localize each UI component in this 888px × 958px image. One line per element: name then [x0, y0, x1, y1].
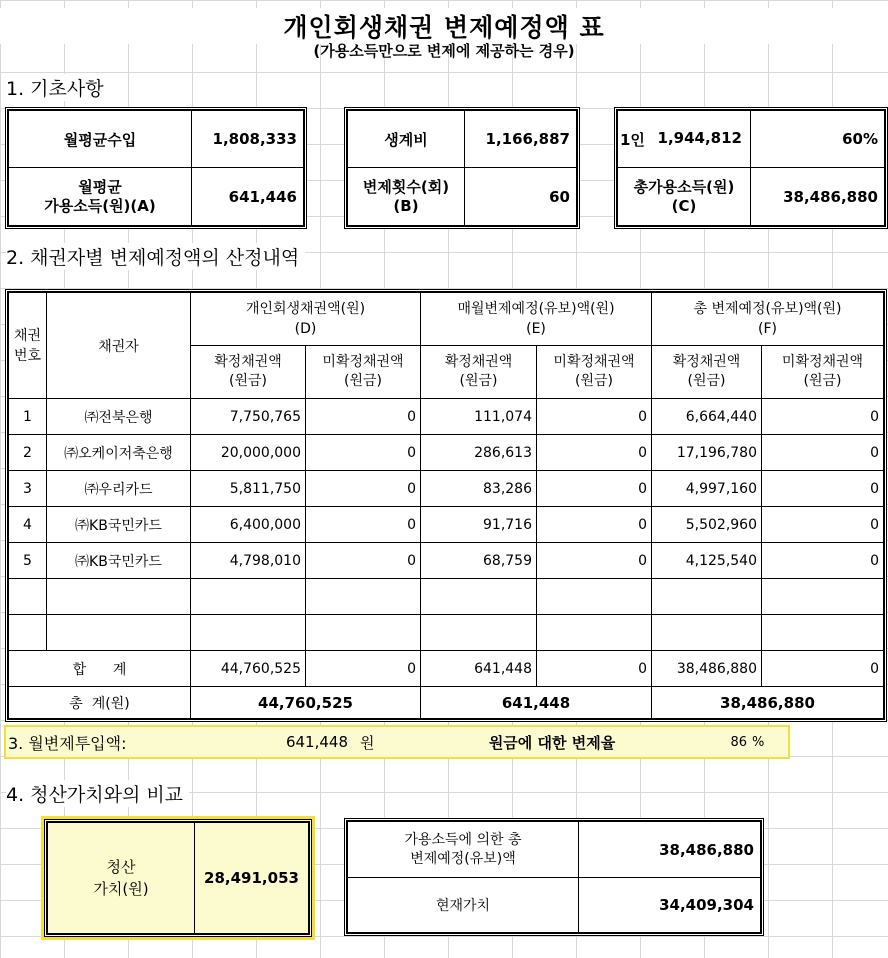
liquidation-value: 28,491,053: [195, 823, 309, 934]
row-e-confirmed: 91,716: [421, 507, 537, 543]
income-value: 1,808,333: [192, 111, 304, 168]
disposable-total-value: 38,486,880: [579, 822, 761, 878]
row-f-unconfirmed: 0: [762, 543, 884, 579]
empty-row: [9, 615, 884, 651]
living-label: 생계비: [348, 111, 465, 168]
disposable-total-label: 가용소득에 의한 총 변제예정(유보)액: [348, 822, 579, 878]
col-header-d: 개인회생채권액(원) (D): [191, 293, 421, 346]
section1-heading: 1. 기초사항: [6, 74, 110, 101]
row-f-unconfirmed: 0: [762, 399, 884, 435]
row-d-unconfirmed: 0: [306, 543, 421, 579]
creditor-table-box: [5, 289, 887, 722]
row-no: 4: [9, 507, 47, 543]
monthly-unit: 원: [360, 733, 375, 752]
household-cell: [618, 111, 751, 168]
row-f-confirmed: 17,196,780: [652, 435, 762, 471]
row-e-unconfirmed: 0: [537, 471, 652, 507]
repayment-rate-label: 원금에 대한 변제율: [488, 733, 616, 752]
subtotal-e-unconfirmed: 0: [537, 651, 652, 687]
row-d-confirmed: 6,400,000: [191, 507, 306, 543]
living-box: [344, 107, 580, 229]
empty-row: [9, 579, 884, 615]
sub-header-d-confirmed: 확정채권액 (원금): [191, 346, 306, 399]
count-value: 60: [465, 168, 577, 226]
household-label: 1인: [620, 130, 645, 149]
col-header-no: 채권 번호: [9, 293, 47, 399]
row-e-unconfirmed: 0: [537, 399, 652, 435]
household-box: [614, 107, 888, 229]
row-e-confirmed: 111,074: [421, 399, 537, 435]
page-subtitle: (가용소득만으로 변제에 제공하는 경우): [313, 42, 575, 60]
present-value: 34,409,304: [579, 878, 761, 933]
row-creditor: ㈜오케이저축은행: [47, 435, 191, 471]
repayment-rate-value: 86: [730, 734, 747, 750]
total-d: 44,760,525: [191, 687, 421, 719]
subtotal-f-unconfirmed: 0: [762, 651, 884, 687]
total-f: 38,486,880: [652, 687, 884, 719]
present-value-label: 현재가치: [348, 878, 579, 933]
row-f-confirmed: 5,502,960: [652, 507, 762, 543]
total-label: 총 계(원): [9, 687, 191, 719]
monthly-payment-bar: [4, 725, 790, 759]
table-row: [9, 543, 884, 579]
row-f-unconfirmed: 0: [762, 471, 884, 507]
sub-header-e-confirmed: 확정채권액 (원금): [421, 346, 537, 399]
total-row: [9, 687, 884, 719]
household-value: 1,944,812: [657, 128, 742, 147]
subtotal-label: 합 계: [9, 651, 191, 687]
total-income-value: 38,486,880: [751, 168, 885, 226]
row-creditor: ㈜KB국민카드: [47, 543, 191, 579]
row-f-confirmed: 6,664,440: [652, 399, 762, 435]
creditor-table: [8, 292, 884, 719]
repayment-rate-unit: %: [752, 734, 765, 750]
table-row: [9, 399, 884, 435]
row-creditor: ㈜KB국민카드: [47, 507, 191, 543]
subtotal-d-unconfirmed: 0: [306, 651, 421, 687]
row-creditor: ㈜우리카드: [47, 471, 191, 507]
row-d-unconfirmed: 0: [306, 399, 421, 435]
row-d-confirmed: 4,798,010: [191, 543, 306, 579]
col-header-f: 총 변제예정(유보)액(원) (F): [652, 293, 884, 346]
row-e-unconfirmed: 0: [537, 507, 652, 543]
comparison-box: [344, 818, 764, 936]
total-e: 641,448: [421, 687, 652, 719]
col-header-creditor: 채권자: [47, 293, 191, 399]
table-row: [9, 435, 884, 471]
row-d-confirmed: 7,750,765: [191, 399, 306, 435]
total-income-label: 총가용소득(원) (C): [618, 168, 751, 226]
row-no: 3: [9, 471, 47, 507]
row-f-confirmed: 4,125,540: [652, 543, 762, 579]
row-creditor: ㈜전북은행: [47, 399, 191, 435]
subtotal-row: [9, 651, 884, 687]
row-e-confirmed: 83,286: [421, 471, 537, 507]
row-f-unconfirmed: 0: [762, 507, 884, 543]
living-value: 1,166,887: [465, 111, 577, 168]
monthly-amount: 641,448: [285, 733, 348, 751]
row-d-unconfirmed: 0: [306, 507, 421, 543]
row-d-confirmed: 20,000,000: [191, 435, 306, 471]
row-no: 1: [9, 399, 47, 435]
col-header-e: 매월변제예정(유보)액(원) (E): [421, 293, 652, 346]
row-f-confirmed: 4,997,160: [652, 471, 762, 507]
section4-heading: 4. 청산가치와의 비교: [6, 780, 189, 807]
table-row: [9, 471, 884, 507]
subtotal-f-confirmed: 38,486,880: [652, 651, 762, 687]
row-no: 5: [9, 543, 47, 579]
section2-heading: 2. 채권자별 변제예정액의 산정내역: [6, 243, 305, 270]
disposable-label: 월평균 가용소득(원)(A): [9, 168, 192, 226]
income-box: [5, 107, 307, 229]
row-no: 2: [9, 435, 47, 471]
liquidation-box: [41, 816, 315, 940]
income-label: 월평균수입: [9, 111, 192, 168]
count-label: 변제횟수(회) (B): [348, 168, 465, 226]
section3-heading: 3. 월변제투입액:: [8, 733, 127, 753]
household-pct: 60%: [751, 111, 885, 168]
row-d-unconfirmed: 0: [306, 435, 421, 471]
row-e-confirmed: 68,759: [421, 543, 537, 579]
subtotal-d-confirmed: 44,760,525: [191, 651, 306, 687]
page-title: 개인회생채권 변제예정액 표: [0, 8, 888, 44]
row-d-confirmed: 5,811,750: [191, 471, 306, 507]
disposable-value: 641,446: [192, 168, 304, 226]
row-d-unconfirmed: 0: [306, 471, 421, 507]
row-e-confirmed: 286,613: [421, 435, 537, 471]
sub-header-f-confirmed: 확정채권액 (원금): [652, 346, 762, 399]
sub-header-d-unconfirmed: 미확정채권액 (원금): [306, 346, 421, 399]
sub-header-f-unconfirmed: 미확정채권액 (원금): [762, 346, 884, 399]
subtotal-e-confirmed: 641,448: [421, 651, 537, 687]
table-row: [9, 507, 884, 543]
sub-header-e-unconfirmed: 미확정채권액 (원금): [537, 346, 652, 399]
row-e-unconfirmed: 0: [537, 543, 652, 579]
row-e-unconfirmed: 0: [537, 435, 652, 471]
liquidation-label: 청산 가치(원): [48, 823, 195, 934]
row-f-unconfirmed: 0: [762, 435, 884, 471]
